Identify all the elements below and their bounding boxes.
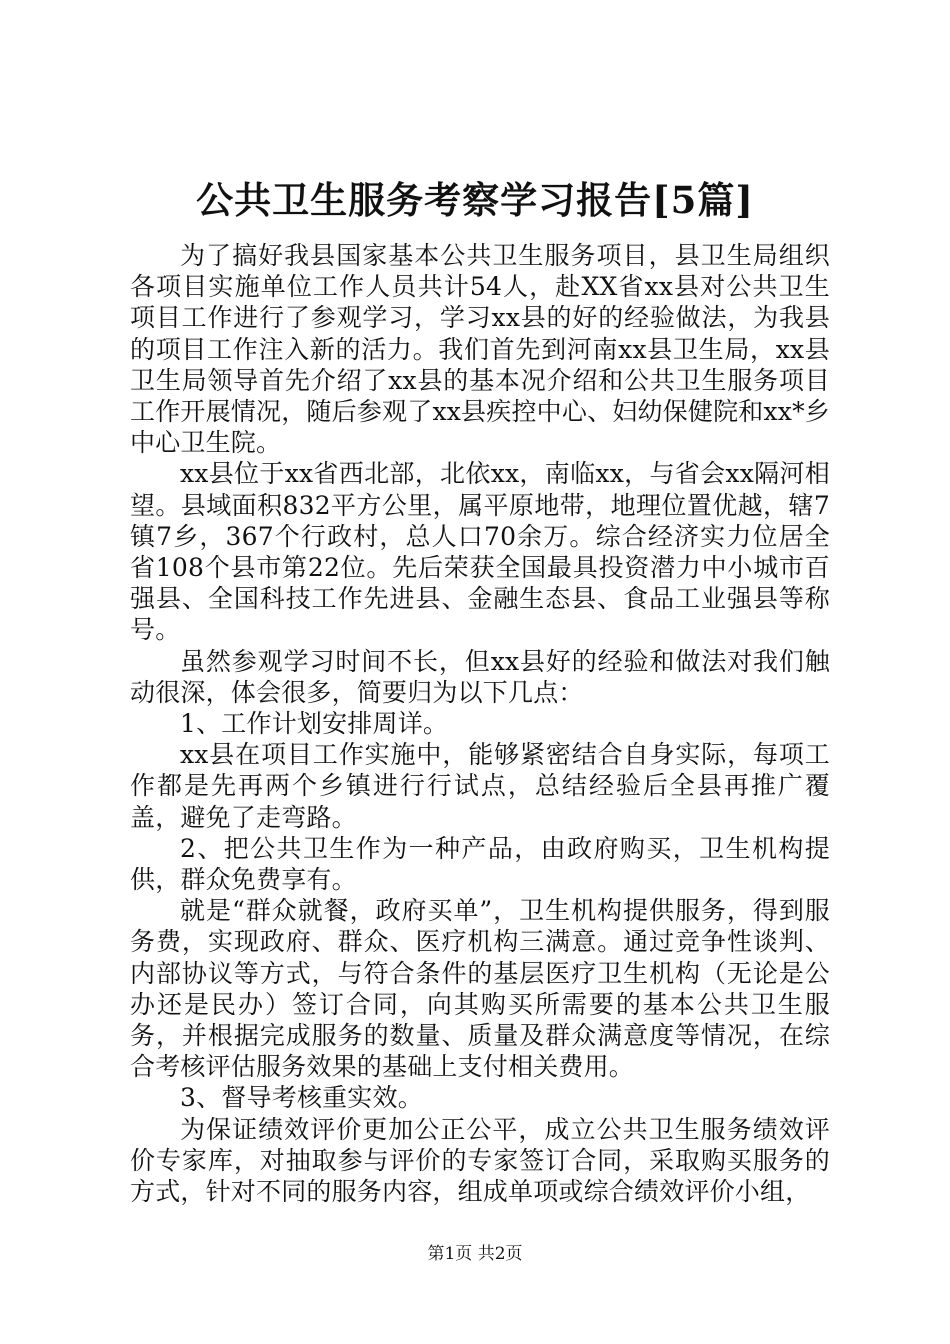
document-title: 公共卫生服务考察学习报告[5篇] — [196, 178, 754, 222]
paragraph: 虽然参观学习时间不长，但xx县好的经验和做法对我们触动很深，体会很多，简要归为以下几点： — [130, 646, 830, 707]
paragraph: xx县在项目工作实施中，能够紧密结合自身实际，每项工作都是先再两个乡镇进行行试点，总结经验后全县再推广覆盖，避免了走弯路。 — [130, 740, 830, 832]
page-footer: 第1页 共2页 — [427, 1244, 523, 1264]
section-heading: 1、工作计划安排周详。 — [180, 709, 449, 739]
section-heading: 2、把公共卫生作为一种产品，由政府购买，卫生机构提供，群众免费享有。 — [130, 833, 830, 895]
paragraph: 为了搞好我县国家基本公共卫生服务项目，县卫生局组织各项目实施单位工作人员共计54人，赴XX省xx县对公共卫生项目工作进行了参观学习，学习xx县的好的经验做法，为我县的项目工作注入新的活力。我们首先到河南xx县卫生局，xx县卫生局领导首先介绍了xx县的基本况介绍和公共卫生服务项目工作开展情况，随后参观了xx县疾控中心、妇幼保健院和xx*乡中心卫生院。 — [130, 241, 830, 458]
section-heading: 3、督导考核重实效。 — [180, 1083, 423, 1113]
document-body — [130, 240, 830, 1207]
paragraph: 为保证绩效评价更加公正公平，成立公共卫生服务绩效评价专家库，对抽取参与评价的专家签订合同，采取购买服务的方式，针对不同的服务内容，组成单项或综合绩效评价小组， — [130, 1114, 830, 1207]
paragraph: 就是“群众就餐，政府买单”，卫生机构提供服务，得到服务费，实现政府、群众、医疗机构三满意。通过竞争性谈判、内部协议等方式，与符合条件的基层医疗卫生机构（无论是公办还是民办）签订合同，向其购买所需要的基本公共卫生服务，并根据完成服务的数量、质量及群众满意度等情况，在综合考核评估服务效果的基础上支付相关费用。 — [130, 896, 830, 1082]
paragraph: xx县位于xx省西北部，北依xx，南临xx，与省会xx隔河相望。县域面积832平方公里，属平原地带，地理位置优越，辖7镇7乡，367个行政村，总人口70余万。综合经济实力位居全省108个县市第22位。先后荣获全国最具投资潜力中小城市百强县、全国科技工作先进县、金融生态县、食品工业强县等称号。 — [130, 459, 830, 645]
